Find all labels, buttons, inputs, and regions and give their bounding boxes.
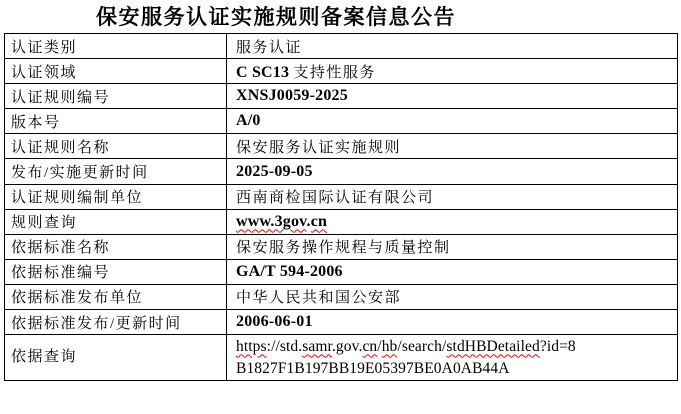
row-label (5, 59, 227, 84)
row-label (5, 284, 227, 309)
value-text: 2025-09-05 (236, 162, 313, 180)
row-value (227, 335, 678, 381)
spellchecked-value-text: samr (302, 337, 332, 355)
table-row (5, 84, 678, 109)
value-text: 保安服务操作规程与质量控制 (236, 240, 451, 257)
value-text: 2006-06-01 (236, 313, 313, 331)
row-label-text: 依据标准发布单位 (11, 290, 144, 307)
value-text: /search/ (397, 337, 447, 355)
row-value (227, 234, 678, 259)
value-text: 保安服务认证实施规则 (236, 139, 402, 156)
spellchecked-value-text: hb (381, 337, 398, 355)
value-text: ?id=8 (539, 337, 576, 355)
row-value (227, 159, 678, 184)
row-label (5, 84, 227, 109)
row-value (227, 209, 678, 234)
row-label-text: 发布/实施更新时间 (11, 165, 149, 182)
value-text: C SC13 (236, 63, 294, 81)
spellchecked-value-text: cn (310, 212, 328, 230)
row-value (227, 310, 678, 335)
row-label (5, 234, 227, 259)
row-label-text: 规则查询 (11, 215, 78, 232)
row-label-text: 认证规则编号 (11, 89, 111, 106)
table-row (5, 209, 678, 234)
table-row (5, 159, 678, 184)
value-text: / (377, 337, 382, 355)
row-label (5, 310, 227, 335)
value-text: . (306, 212, 311, 230)
row-label (5, 134, 227, 159)
row-label-text: 认证规则名称 (11, 139, 111, 156)
table-row (5, 59, 678, 84)
table-row (5, 109, 678, 134)
row-value (227, 34, 678, 59)
row-label (5, 109, 227, 134)
row-value (227, 59, 678, 84)
row-label (5, 184, 227, 209)
page-title: 保安服务认证实施规则备案信息公告 (96, 6, 456, 29)
table-row (5, 234, 678, 259)
value-text: GA/T 594-2006 (236, 262, 343, 280)
value-text: 服务认证 (236, 39, 303, 56)
table-row (5, 134, 678, 159)
row-value (227, 284, 678, 309)
value-text: ://std. (266, 337, 303, 355)
filing-info-table (4, 33, 678, 381)
value-text: .gov. (331, 337, 363, 355)
filing-info-table-body (5, 34, 678, 381)
row-label (5, 209, 227, 234)
spellchecked-value-text: stdHBDetailed (446, 337, 540, 355)
value-text: B1827F1B197BB19E05397BE0A0AB44A (236, 359, 510, 377)
row-value (227, 109, 678, 134)
table-row (5, 284, 678, 309)
table-row (5, 34, 678, 59)
value-text: 西南商检国际认证有限公司 (236, 190, 435, 207)
table-row (5, 184, 678, 209)
row-value (227, 84, 678, 109)
value-text: XNSJ0059-2025 (236, 87, 348, 105)
row-label-text: 依据标准发布/更新时间 (11, 315, 182, 332)
row-label (5, 259, 227, 284)
table-row (5, 335, 678, 381)
row-label-text: 认证类别 (11, 39, 78, 56)
row-label-text: 版本号 (11, 114, 61, 131)
row-value (227, 134, 678, 159)
row-label-text: 依据查询 (11, 349, 78, 366)
table-row (5, 310, 678, 335)
row-label (5, 335, 227, 381)
row-label (5, 159, 227, 184)
value-text: 中华人民共和国公安部 (236, 290, 402, 307)
row-label-text: 认证领域 (11, 64, 78, 81)
row-label-text: 依据标准编号 (11, 265, 111, 282)
row-label-text: 依据标准名称 (11, 240, 111, 257)
value-text: 支持性服务 (293, 64, 376, 81)
row-value (227, 184, 678, 209)
spellchecked-value-text: www.3gov (236, 212, 307, 230)
value-text: A/0 (236, 112, 261, 130)
table-row (5, 259, 678, 284)
row-label-text: 认证规则编制单位 (11, 190, 144, 207)
spellchecked-value-text: cn (362, 337, 378, 355)
row-value (227, 259, 678, 284)
spellchecked-value-text: https (236, 337, 267, 355)
row-label (5, 34, 227, 59)
